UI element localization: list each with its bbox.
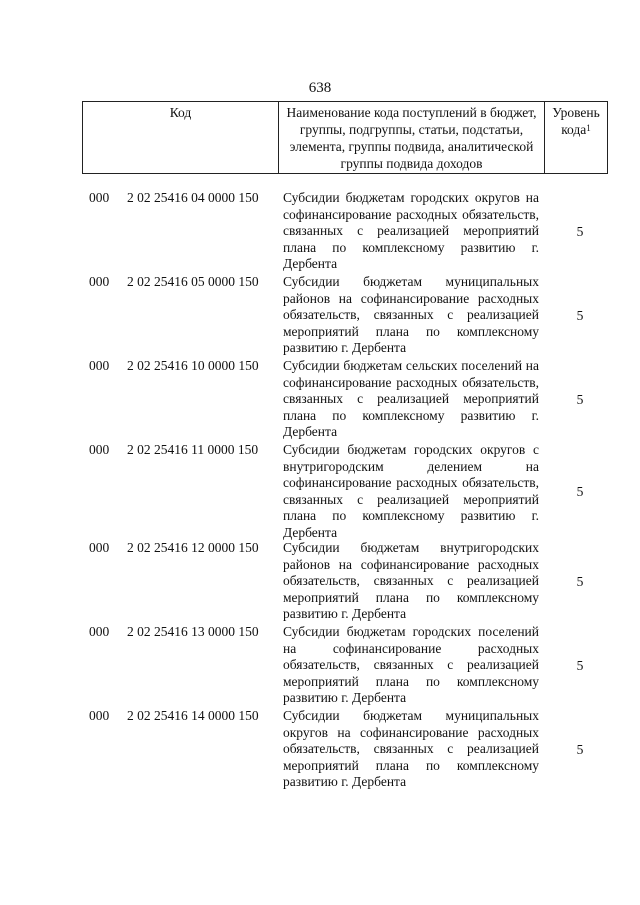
header-level bbox=[544, 102, 608, 173]
budget-code: 2 02 25416 10 0000 150 bbox=[127, 358, 259, 373]
table-row bbox=[0, 442, 640, 540]
table-body bbox=[0, 190, 640, 792]
code-level: 5 bbox=[576, 308, 584, 323]
code-level: 5 bbox=[576, 658, 584, 673]
code-name: Субсидии бюджетам городских округов на софинансирование расходных обязательств, связанных с реализацией мероприятий плана по комплексному развитию г. Дербента bbox=[283, 190, 539, 272]
budget-code: 2 02 25416 04 0000 150 bbox=[127, 190, 259, 205]
admin-code: 000 bbox=[89, 624, 110, 639]
code-name: Субсидии бюджетам городских поселений на софинансирование расходных обязательств, связанных с реализацией мероприятий плана по комплексному развитию г. Дербента bbox=[283, 624, 539, 706]
code-name: Субсидии бюджетам муниципальных округов на софинансирование расходных обязательств, связанных с реализацией мероприятий плана по комплексному развитию г. Дербента bbox=[283, 708, 539, 790]
code-level: 5 bbox=[576, 392, 584, 407]
code-level: 5 bbox=[576, 742, 584, 757]
code-level: 5 bbox=[576, 574, 584, 589]
table-row bbox=[0, 708, 640, 792]
table-row bbox=[0, 274, 640, 358]
budget-code: 2 02 25416 11 0000 150 bbox=[127, 442, 259, 457]
header-level-label: Уровень кода bbox=[552, 105, 600, 137]
header-code: Код bbox=[82, 102, 278, 173]
table-row bbox=[0, 624, 640, 708]
admin-code: 000 bbox=[89, 358, 110, 373]
admin-code: 000 bbox=[89, 540, 110, 555]
budget-code: 2 02 25416 13 0000 150 bbox=[127, 624, 259, 639]
code-name: Субсидии бюджетам сельских поселений на софинансирование расходных обязательств, связанных с реализацией мероприятий плана по комплексному развитию г. Дербента bbox=[283, 358, 539, 440]
table-header bbox=[82, 101, 608, 174]
budget-code: 2 02 25416 14 0000 150 bbox=[127, 708, 259, 723]
page-number: 638 bbox=[308, 80, 332, 96]
code-name: Субсидии бюджетам муниципальных районов на софинансирование расходных обязательств, связанных с реализацией мероприятий плана по комплексному развитию г. Дербента bbox=[283, 274, 539, 356]
code-level: 5 bbox=[576, 224, 584, 239]
header-level-footnote: 1 bbox=[586, 123, 591, 133]
table-row bbox=[0, 190, 640, 274]
code-level: 5 bbox=[576, 484, 584, 499]
budget-code: 2 02 25416 05 0000 150 bbox=[127, 274, 259, 289]
admin-code: 000 bbox=[89, 708, 110, 723]
admin-code: 000 bbox=[89, 274, 110, 289]
admin-code: 000 bbox=[89, 442, 110, 457]
code-name: Субсидии бюджетам городских округов с внутригородским делением на софинансирование расходных обязательств, связанных с реализацией мероприятий плана по комплексному развитию г. Дербента bbox=[283, 442, 539, 540]
table-row bbox=[0, 540, 640, 624]
code-name: Субсидии бюджетам внутригородских районов на софинансирование расходных обязательств, связанных с реализацией мероприятий плана по комплексному развитию г. Дербента bbox=[283, 540, 539, 622]
budget-code: 2 02 25416 12 0000 150 bbox=[127, 540, 259, 555]
table-row bbox=[0, 358, 640, 442]
header-name: Наименование кода поступлений в бюджет, группы, подгруппы, статьи, подстатьи, элемента, группы подвида, аналитической группы подвида доходов bbox=[278, 102, 544, 173]
admin-code: 000 bbox=[89, 190, 110, 205]
